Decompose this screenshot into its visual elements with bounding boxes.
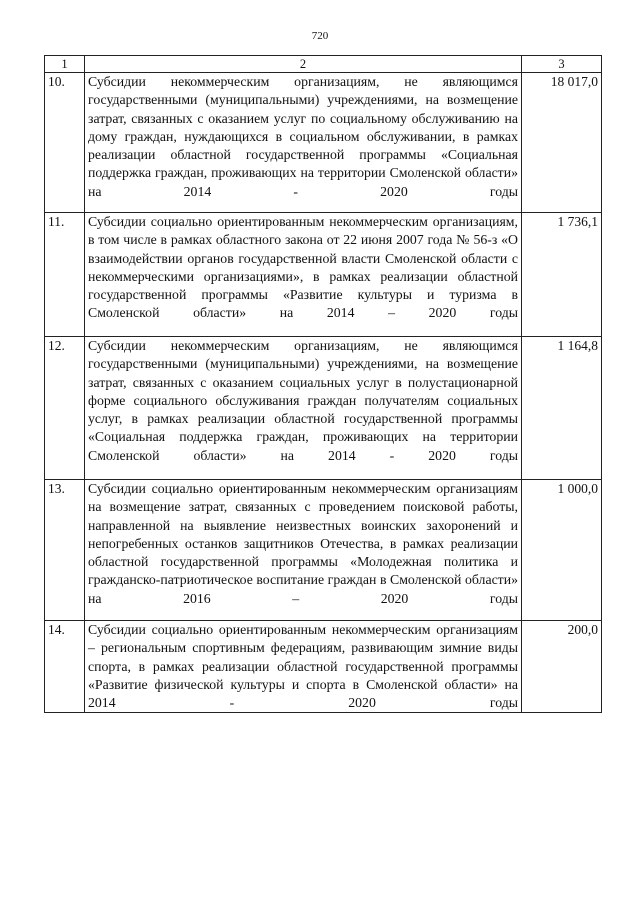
- row-description: Субсидии социально ориентированным некоммерческим организациям, в том числе в рамках областного закона от 22 июня 2007 года № 56-з «О взаимодействии органов государственной власти Смоленской области с некоммерческими организациями», в рамках реализации областной государственной программы «Развитие культуры и туризма в Смоленской области» на 2014 – 2020 годы: [85, 213, 522, 337]
- subsidies-table: [44, 55, 602, 713]
- row-amount: 200,0: [522, 621, 602, 713]
- row-number: 14.: [45, 621, 85, 713]
- table-row: [45, 480, 602, 621]
- table-row: [45, 621, 602, 713]
- row-number: 11.: [45, 213, 85, 337]
- table-header-row: [45, 56, 602, 73]
- header-col-3: 3: [522, 56, 602, 73]
- page-number: 720: [311, 30, 329, 42]
- table-row: [45, 213, 602, 337]
- row-description: Субсидии социально ориентированным некоммерческим организациям на возмещение затрат, связанных с проведением поисковой работы, направленной на выявление неизвестных воинских захоронений и непогребенных останков защитников Отечества, в рамках реализации областной государственной программы «Молодежная политика и гражданско-патриотическое воспитание граждан в Смоленской области» на 2016 – 2020 годы: [85, 480, 522, 621]
- row-number: 13.: [45, 480, 85, 621]
- header-col-2: 2: [85, 56, 522, 73]
- header-col-1: 1: [45, 56, 85, 73]
- row-amount: 1 164,8: [522, 337, 602, 480]
- table-row: [45, 73, 602, 213]
- row-description: Субсидии некоммерческим организациям, не являющимся государственными (муниципальными) учреждениями, на возмещение затрат, связанных с оказанием социальных услуг в полустационарной форме социального обслуживания граждан получателям социальных услуг, в рамках реализации областной государственной программы «Социальная поддержка граждан, проживающих на территории Смоленской области» на 2014 - 2020 годы: [85, 337, 522, 480]
- row-description: Субсидии некоммерческим организациям, не являющимся государственными (муниципальными) учреждениями, на возмещение затрат, связанных с оказанием услуг по социальному обслуживанию на дому граждан, нуждающихся в социальном обслуживании, в рамках реализации областной государственной программы «Социальная поддержка граждан, проживающих на территории Смоленской области» на 2014 - 2020 годы: [85, 73, 522, 213]
- row-description: Субсидии социально ориентированным некоммерческим организациям – региональным спортивным федерациям, развивающим зимние виды спорта, в рамках реализации областной государственной программы «Развитие физической культуры и спорта в Смоленской области» на 2014 - 2020 годы: [85, 621, 522, 713]
- row-amount: 1 736,1: [522, 213, 602, 337]
- row-amount: 1 000,0: [522, 480, 602, 621]
- row-number: 10.: [45, 73, 85, 213]
- table-row: [45, 337, 602, 480]
- row-number: 12.: [45, 337, 85, 480]
- row-amount: 18 017,0: [522, 73, 602, 213]
